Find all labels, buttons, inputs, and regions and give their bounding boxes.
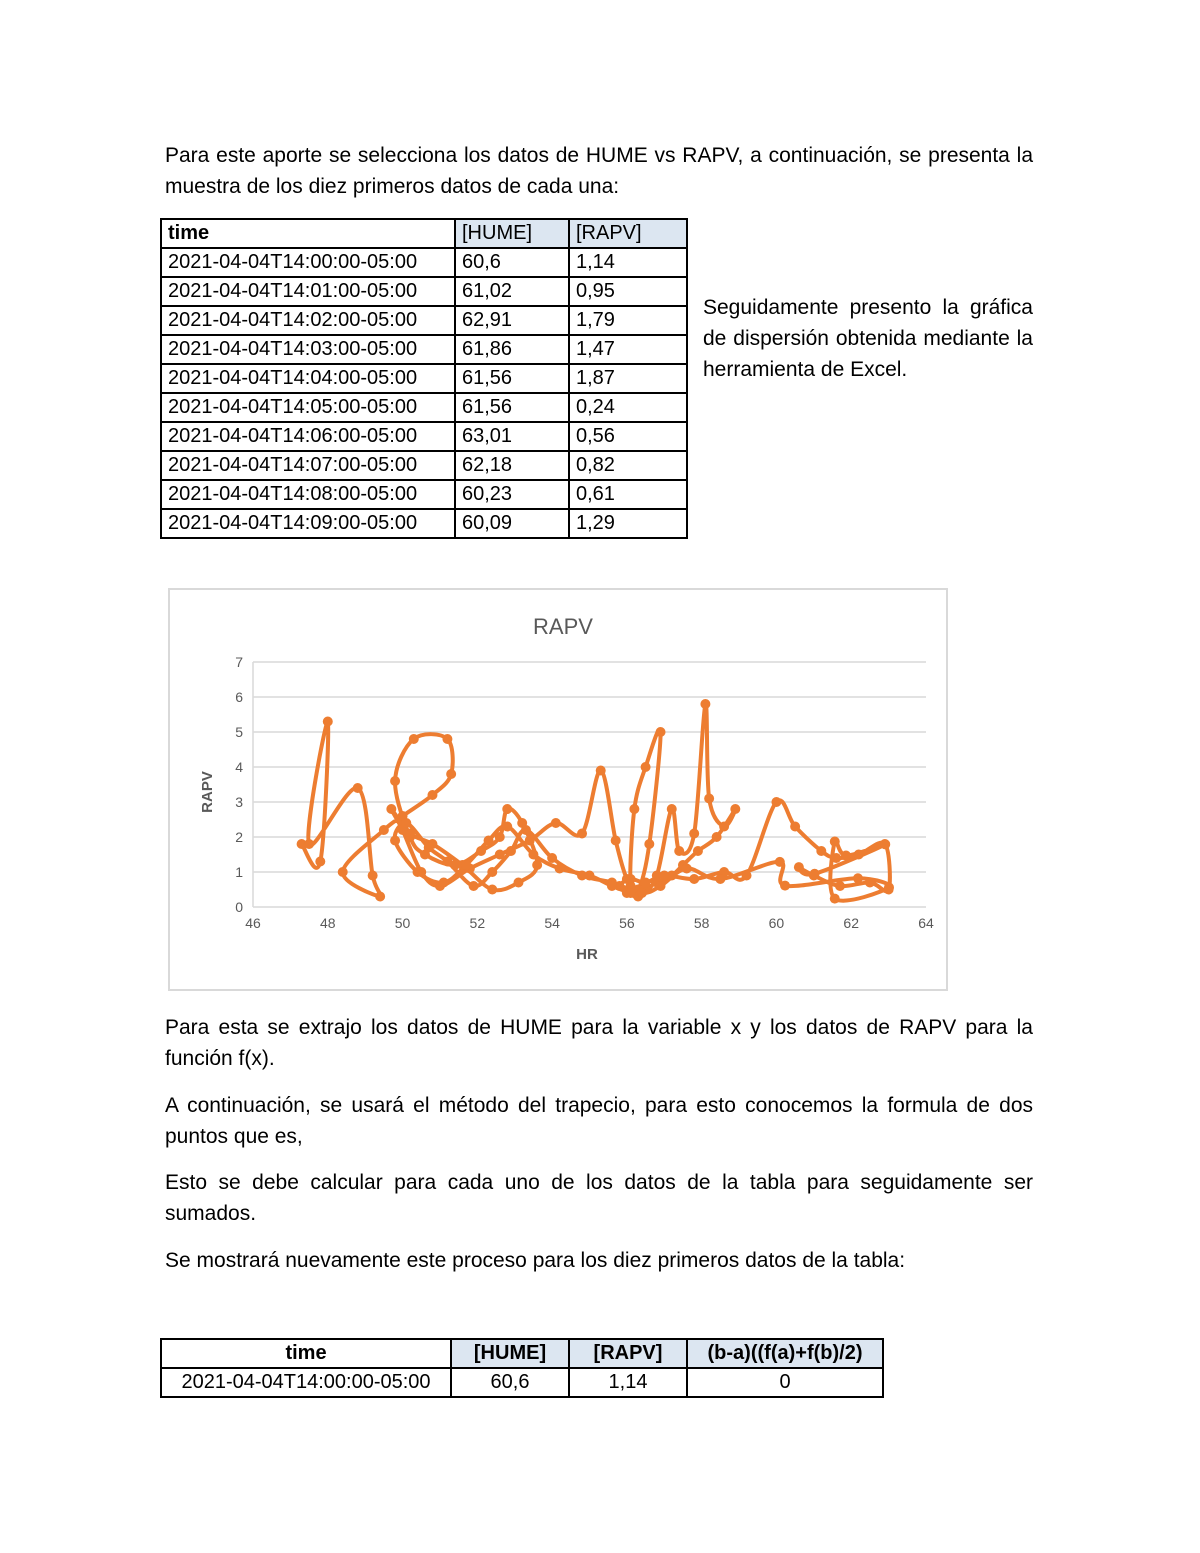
data-point — [413, 867, 423, 877]
table-row — [161, 1368, 883, 1397]
data-point — [353, 783, 363, 793]
scatter-chart — [168, 588, 948, 991]
table-cell: 0,56 — [569, 422, 687, 451]
table-cell: 0,95 — [569, 277, 687, 306]
paragraph-2: A continuación, se usará el método del trapecio, para esto conocemos la formula de dos puntos que es, — [165, 1094, 1033, 1148]
data-point — [555, 864, 565, 874]
y-tick-label: 7 — [235, 654, 243, 670]
data-point — [830, 837, 840, 847]
data-point — [730, 804, 740, 814]
table-cell: 0,24 — [569, 393, 687, 422]
table-row — [161, 364, 687, 393]
data-point — [323, 717, 333, 727]
table-row — [161, 335, 687, 364]
data-point — [704, 794, 714, 804]
y-tick-label: 4 — [235, 759, 243, 775]
data-point — [532, 860, 542, 870]
data-point — [700, 699, 710, 709]
y-tick-label: 0 — [235, 899, 243, 915]
data-point — [835, 881, 845, 891]
data-point — [794, 862, 804, 872]
x-tick-label: 54 — [544, 915, 560, 931]
table-cell: 0,82 — [569, 451, 687, 480]
table-cell: 1,79 — [569, 306, 687, 335]
table-cell: 2021-04-04T14:03:00-05:00 — [161, 335, 455, 364]
data-point — [476, 846, 486, 856]
data-point — [446, 769, 456, 779]
table2-header-time: time — [161, 1339, 451, 1368]
data-point — [712, 832, 722, 842]
data-point — [427, 790, 437, 800]
data-point — [390, 776, 400, 786]
data-point — [667, 804, 677, 814]
data-point — [528, 850, 538, 860]
data-point — [424, 843, 434, 853]
table1-header-rapv: [RAPV] — [569, 219, 687, 248]
table-cell: 63,01 — [455, 422, 569, 451]
table-row — [161, 393, 687, 422]
table-cell: 61,56 — [455, 393, 569, 422]
y-tick-label: 6 — [235, 689, 243, 705]
table-cell: 1,47 — [569, 335, 687, 364]
paragraph-1: Para esta se extrajo los datos de HUME para la variable x y los datos de RAPV para la función f(x). — [165, 1016, 1033, 1070]
data-point — [644, 839, 654, 849]
data-point — [715, 874, 725, 884]
chart-svg — [170, 590, 946, 989]
data-point — [495, 832, 505, 842]
data-point — [585, 871, 595, 881]
x-tick-label: 56 — [619, 915, 635, 931]
x-tick-label: 64 — [918, 915, 934, 931]
data-point — [338, 867, 348, 877]
data-point — [780, 881, 790, 891]
table-row — [161, 277, 687, 306]
data-point — [304, 839, 314, 849]
table-cell: 1,87 — [569, 364, 687, 393]
table-cell: 0 — [687, 1368, 883, 1397]
table-cell: 60,6 — [451, 1368, 569, 1397]
data-point — [719, 822, 729, 832]
data-point — [880, 839, 890, 849]
paragraph-3: Esto se debe calcular para cada uno de los datos de la tabla para seguidamente ser sumados. — [165, 1171, 1033, 1225]
data-point — [831, 853, 841, 863]
data-point — [502, 822, 512, 832]
data-point — [525, 836, 535, 846]
table-cell: 2021-04-04T14:02:00-05:00 — [161, 306, 455, 335]
table1-header-hume: [HUME] — [455, 219, 569, 248]
table-cell: 2021-04-04T14:08:00-05:00 — [161, 480, 455, 509]
table-cell: 2021-04-04T14:04:00-05:00 — [161, 364, 455, 393]
paragraph-4: Se mostrará nuevamente este proceso para los diez primeros datos de la tabla: — [165, 1249, 906, 1272]
data-point — [442, 857, 452, 867]
data-point — [386, 804, 396, 814]
table2-header-rapv: [RAPV] — [569, 1339, 687, 1368]
table-cell: 2021-04-04T14:06:00-05:00 — [161, 422, 455, 451]
data-point — [865, 878, 875, 888]
data-point — [461, 860, 471, 870]
data-point — [775, 857, 785, 867]
intro-paragraph: Para este aporte se selecciona los datos de HUME vs RAPV, a continuación, se presenta la muestra de los diez primeros datos de cada una: — [165, 144, 1033, 198]
x-tick-label: 62 — [843, 915, 860, 931]
data-point — [841, 851, 851, 861]
y-tick-label: 1 — [235, 864, 243, 880]
table-cell: 0,61 — [569, 480, 687, 509]
data-point — [547, 853, 557, 863]
table-row — [161, 306, 687, 335]
data-point — [611, 836, 621, 846]
table1-header-time: time — [161, 219, 455, 248]
side-paragraph: Seguidamente presento la gráfica de dispersión obtenida mediante la herramienta de Excel. — [703, 296, 1033, 381]
table-row — [161, 422, 687, 451]
table-cell: 61,02 — [455, 277, 569, 306]
table-cell: 2021-04-04T14:00:00-05:00 — [161, 1368, 451, 1397]
x-tick-label: 46 — [245, 915, 261, 931]
table-cell: 1,29 — [569, 509, 687, 538]
table-cell: 2021-04-04T14:05:00-05:00 — [161, 393, 455, 422]
data-point — [513, 878, 523, 888]
data-point — [629, 804, 639, 814]
data-point — [596, 766, 606, 776]
data-point — [853, 873, 863, 883]
x-tick-label: 48 — [319, 915, 336, 931]
trapezoid-table — [160, 1338, 884, 1398]
table-cell: 60,6 — [455, 248, 569, 277]
table-cell: 1,14 — [569, 248, 687, 277]
y-tick-label: 3 — [235, 794, 243, 810]
data-point — [816, 846, 826, 856]
table-cell: 62,18 — [455, 451, 569, 480]
data-point — [771, 797, 781, 807]
y-tick-label: 5 — [235, 724, 243, 740]
data-point — [315, 857, 325, 867]
table-row — [161, 509, 687, 538]
chart-x-axis-label: HR — [576, 946, 598, 963]
data-point — [484, 836, 494, 846]
x-tick-label: 50 — [394, 915, 411, 931]
data-point — [626, 874, 636, 884]
data-point — [659, 871, 669, 881]
data-point — [401, 818, 411, 828]
table2-header-formula: (b-a)((f(a)+f(b)/2) — [687, 1339, 883, 1368]
data-point — [390, 836, 400, 846]
table-cell: 2021-04-04T14:07:00-05:00 — [161, 451, 455, 480]
table-cell: 61,56 — [455, 364, 569, 393]
data-point — [375, 892, 385, 902]
table-cell: 62,91 — [455, 306, 569, 335]
table-cell: 61,86 — [455, 335, 569, 364]
table-cell: 2021-04-04T14:00:00-05:00 — [161, 248, 455, 277]
data-point — [790, 822, 800, 832]
x-tick-label: 58 — [693, 915, 710, 931]
data-point — [487, 867, 497, 877]
x-tick-label: 52 — [469, 915, 486, 931]
x-tick-label: 60 — [768, 915, 785, 931]
data-point — [810, 869, 820, 879]
table2-header-hume: [HUME] — [451, 1339, 569, 1368]
sample-table — [160, 218, 688, 539]
data-point — [689, 874, 699, 884]
data-point — [577, 829, 587, 839]
data-point — [439, 878, 449, 888]
data-point — [854, 850, 864, 860]
data-point — [607, 881, 617, 891]
data-point — [626, 888, 636, 898]
data-point — [495, 850, 505, 860]
table-row — [161, 451, 687, 480]
data-point — [641, 762, 651, 772]
data-point — [689, 829, 699, 839]
data-point — [506, 846, 516, 856]
data-point — [551, 818, 561, 828]
data-point — [641, 878, 651, 888]
data-point — [656, 727, 666, 737]
data-point — [368, 871, 378, 881]
data-point — [637, 888, 647, 898]
table-cell: 60,09 — [455, 509, 569, 538]
data-point — [693, 846, 703, 856]
data-point — [502, 804, 512, 814]
table-row — [161, 480, 687, 509]
chart-title: RAPV — [533, 614, 593, 639]
table-cell: 2021-04-04T14:01:00-05:00 — [161, 277, 455, 306]
data-point — [674, 846, 684, 856]
chart-y-axis-label: RAPV — [199, 771, 216, 813]
data-point — [884, 882, 894, 892]
data-point — [487, 885, 497, 895]
table-cell: 60,23 — [455, 480, 569, 509]
data-point — [830, 894, 840, 904]
data-point — [656, 881, 666, 891]
table-row — [161, 248, 687, 277]
table-cell: 1,14 — [569, 1368, 687, 1397]
data-point — [409, 734, 419, 744]
y-tick-label: 2 — [235, 829, 243, 845]
data-point — [742, 871, 752, 881]
data-point — [521, 825, 531, 835]
data-point — [442, 734, 452, 744]
data-point — [682, 864, 692, 874]
data-point — [379, 825, 389, 835]
data-point — [469, 881, 479, 891]
table-cell: 2021-04-04T14:09:00-05:00 — [161, 509, 455, 538]
